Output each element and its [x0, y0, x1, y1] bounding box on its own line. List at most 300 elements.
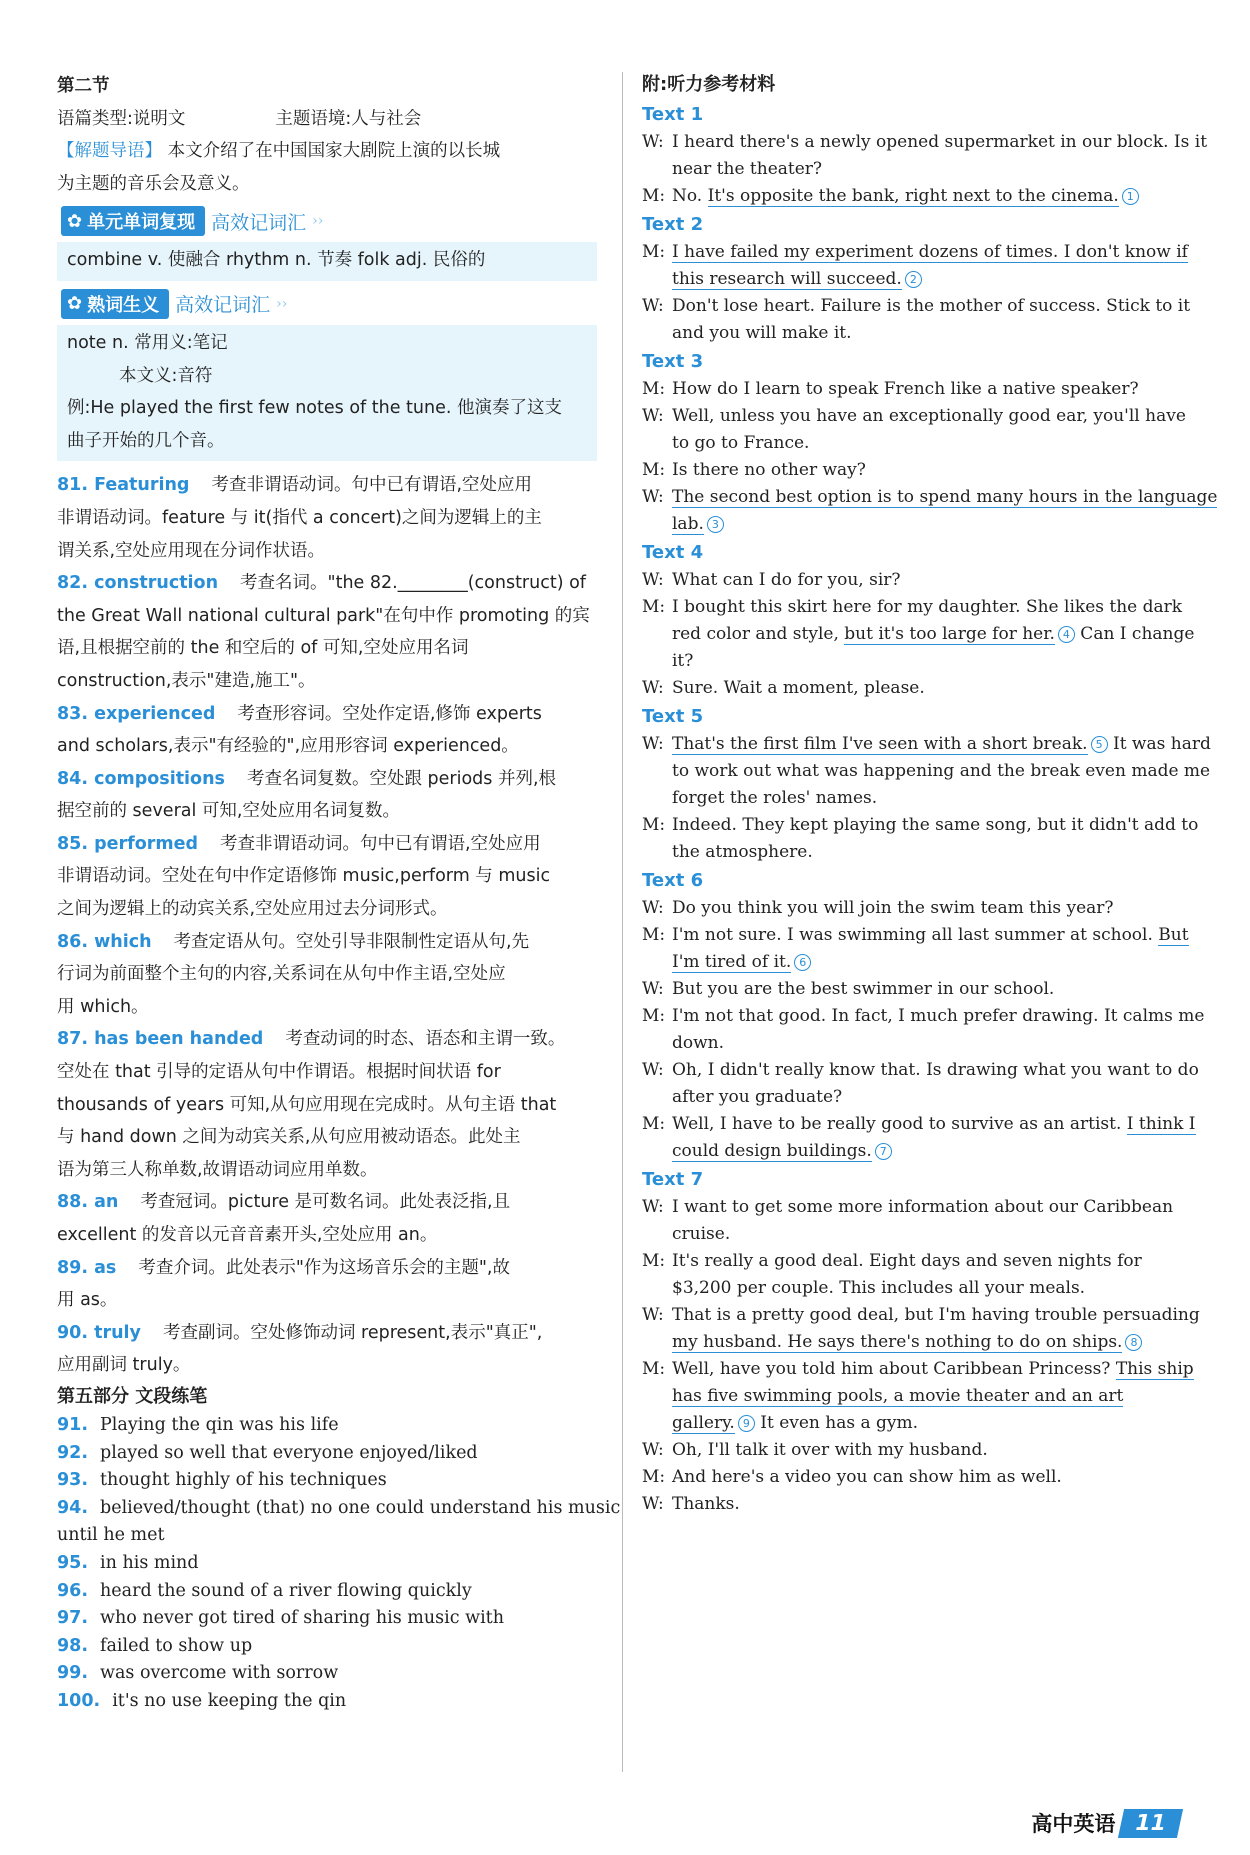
- answer-item: [57, 1186, 597, 1219]
- dialogue-line: [642, 1491, 1192, 1518]
- dialogue-plain: I'm not sure. I was swimming all last summer at school.: [672, 925, 1159, 945]
- answer-explanation-line: 与 hand down 之间为动宾关系,从句应用被动语态。此处主: [57, 1127, 521, 1148]
- key-sentence: lab.: [672, 514, 704, 534]
- question-marker: 3: [707, 516, 724, 533]
- dialogue-line: [642, 183, 1192, 210]
- dialogue-text: [672, 129, 1207, 156]
- writing-num: 99.: [57, 1663, 89, 1684]
- dialogue-text: [672, 1138, 1192, 1165]
- dialogue-line: [642, 1030, 1192, 1057]
- speaker-label: W:: [642, 1494, 664, 1514]
- dialogue-line: [642, 1302, 1200, 1329]
- question-marker: 7: [875, 1143, 892, 1160]
- dialogue-text: [672, 731, 1211, 758]
- vocab-box-2: [57, 325, 597, 461]
- dialogue-plain: Is there no other way?: [672, 460, 866, 480]
- dialogue-line: [642, 1248, 1192, 1275]
- dialogue-line: [642, 675, 1192, 702]
- key-sentence: I think I: [1126, 1114, 1196, 1134]
- question-marker: 5: [1091, 736, 1108, 753]
- dialogue-line: [642, 1464, 1192, 1491]
- speaker-label: W:: [642, 1440, 664, 1460]
- answer-explanation: 考查名词。"the 82.________(construct) of: [240, 573, 586, 594]
- speaker-label: [642, 156, 672, 183]
- dialogue-plain: It was hard: [1107, 734, 1211, 754]
- speaker-label: M:: [642, 242, 666, 262]
- writing-item: [57, 1522, 597, 1550]
- vocab-box-1: [57, 242, 597, 281]
- footer-title: 高中英语: [1031, 1812, 1116, 1836]
- key-sentence: has five swimming pools, a movie theater and an art: [672, 1386, 1124, 1406]
- answer-explanation: 考查名词复数。空处跟 periods 并列,根: [246, 768, 557, 789]
- dialogue-line: [642, 922, 1192, 949]
- writing-num: 96.: [57, 1580, 89, 1601]
- answer-explanation-line: 非谓语动词。空处在句中作定语修饰 music,perform 与 music: [57, 866, 551, 887]
- key-sentence: my husband. He says there's nothing to do on ships.: [672, 1332, 1123, 1352]
- answer-key: 83. experienced: [57, 703, 216, 724]
- answer-key: 89. as: [57, 1257, 117, 1278]
- answer-explanation-line: 行词为前面整个主句的内容,关系词在从句中作主语,空处应: [57, 964, 506, 985]
- writing-text: Playing the qin was his life: [100, 1414, 339, 1435]
- dialogue-plain: to go to France.: [672, 433, 810, 453]
- speaker-label: W:: [642, 1305, 664, 1325]
- dialogue-plain: But you are the best swimmer in our school.: [672, 979, 1055, 999]
- vocab-tag-1-label: 单元单词复现: [87, 212, 196, 234]
- key-sentence: This ship: [1115, 1359, 1194, 1379]
- dialogue-line: [642, 1111, 1196, 1138]
- answer-list: [57, 469, 597, 1382]
- dialogue-text: [672, 266, 1192, 293]
- left-column: [57, 70, 621, 1716]
- speaker-label: M:: [642, 597, 666, 617]
- dialogue-line: [642, 949, 1192, 976]
- dialogue-plain: Thanks.: [672, 1494, 740, 1514]
- dialogue-plain: Can I change: [1074, 624, 1195, 644]
- dialogue-plain: Sure. Wait a moment, please.: [672, 678, 925, 698]
- right-column: [642, 70, 1218, 1518]
- listening-texts: [642, 100, 1218, 1518]
- answer-explanation-line: thousands of years 可知,从句应用现在完成时。从句主语 that: [57, 1094, 557, 1115]
- speaker-label: M:: [642, 1251, 666, 1271]
- section-title: 第二节: [57, 76, 110, 96]
- writing-item: [57, 1578, 597, 1606]
- vocab-box-2-head: [61, 289, 597, 319]
- answer-explanation-line: 据空前的 several 可知,空处应用名词复数。: [57, 801, 400, 822]
- dialogue-line: [642, 758, 1211, 785]
- page-number: 11: [1118, 1809, 1183, 1838]
- dialogue-text: [672, 895, 1192, 922]
- dialogue-text: [672, 621, 1194, 648]
- dialogue-plain: No.: [672, 186, 708, 206]
- dialogue-plain: How do I learn to speak French like a native speaker?: [672, 379, 1139, 399]
- answer-explanation: 考查介词。此处表示"作为这场音乐会的主题",故: [138, 1257, 510, 1278]
- key-sentence: I'm tired of it.: [672, 952, 792, 972]
- answer-item: [57, 469, 597, 502]
- speaker-label: W:: [642, 570, 664, 590]
- dialogue-text: [672, 758, 1210, 785]
- dialogue-text: [672, 1194, 1192, 1221]
- dialogue-line: [642, 457, 1192, 484]
- answer-key: 85. performed: [57, 833, 199, 854]
- speaker-label: M:: [642, 186, 666, 206]
- speaker-label: M:: [642, 1114, 666, 1134]
- answer-explanation: 考查动词的时态、语态和主谓一致。: [285, 1029, 566, 1050]
- dialogue-text: [672, 293, 1192, 320]
- dialogue-plain: I heard there's a newly opened supermarket in our block. Is it: [672, 132, 1208, 152]
- writing-list: [57, 1412, 621, 1716]
- writing-item: [57, 1660, 597, 1688]
- speaker-label: [642, 1329, 672, 1356]
- writing-item: [57, 1633, 597, 1661]
- answer-explanation: 考查非谓语动词。句中已有谓语,空处应用: [211, 475, 533, 496]
- dialogue-plain: to work out what was happening and the break even made me: [672, 761, 1211, 781]
- dialogue-plain: It even has a gym.: [754, 1413, 919, 1433]
- question-marker: 9: [738, 1415, 755, 1432]
- answer-key: 86. which: [57, 931, 152, 952]
- answer-key: 81. Featuring: [57, 475, 190, 496]
- dialogue-plain: What can I do for you, sir?: [672, 570, 901, 590]
- dialogue-text: [672, 1437, 1192, 1464]
- dialogue-line: [642, 376, 1192, 403]
- answer-item: [57, 1023, 597, 1056]
- speaker-label: M:: [642, 815, 666, 835]
- dialogue-text: [672, 430, 1192, 457]
- answer-explanation-line: the Great Wall national cultural park"在句中作 promoting 的宾: [57, 605, 590, 626]
- writing-text: in his mind: [100, 1552, 199, 1573]
- writing-item: [57, 1688, 597, 1716]
- dialogue-text: [672, 511, 1192, 538]
- dialogue-plain: Oh, I'll talk it over with my husband.: [672, 1440, 988, 1460]
- dialogue-plain: cruise.: [672, 1224, 731, 1244]
- speaker-label: [642, 1084, 672, 1111]
- key-sentence: but it's too large for her.: [844, 624, 1055, 644]
- dialogue-line: [642, 403, 1192, 430]
- speaker-label: [642, 1275, 672, 1302]
- dialogue-text: [672, 839, 1192, 866]
- dialogue-text: [672, 1383, 1192, 1410]
- dialogue-text: [672, 320, 1192, 347]
- dialogue-line: [642, 1329, 1192, 1356]
- dialogue-text: [672, 1111, 1196, 1138]
- key-sentence: It's opposite the bank, right next to the cinema.: [707, 186, 1119, 206]
- text-heading: Text 2: [642, 214, 704, 235]
- writing-num: 93.: [57, 1470, 89, 1491]
- key-sentence: this research will succeed.: [672, 269, 902, 289]
- key-sentence: But: [1158, 925, 1189, 945]
- answer-item: [57, 698, 597, 731]
- dialogue-text: [672, 1030, 1192, 1057]
- speaker-label: W:: [642, 296, 664, 316]
- speaker-label: M:: [642, 460, 666, 480]
- dialogue-plain: $3,200 per couple. This includes all your meals.: [672, 1278, 1086, 1298]
- key-sentence: could design buildings.: [672, 1141, 872, 1161]
- dialogue-line: [642, 812, 1199, 839]
- answer-item: [57, 763, 597, 796]
- speaker-label: W:: [642, 487, 664, 507]
- dialogue-text: [672, 648, 1192, 675]
- dialogue-text: [672, 675, 1192, 702]
- dialogue-line: [642, 266, 1192, 293]
- dialogue-text: [672, 239, 1192, 266]
- dialogue-plain: I bought this skirt here for my daughter. She likes the dark: [672, 597, 1183, 617]
- answer-explanation-line: 语,且根据空前的 the 和空后的 of 可知,空处应用名词: [57, 638, 469, 659]
- dialogue-plain: Do you think you will join the swim team this year?: [672, 898, 1114, 918]
- dialogue-text: [672, 567, 1192, 594]
- answer-explanation-line: 用 as。: [57, 1290, 118, 1311]
- vocab-box-2-line-3: 例:He played the first few notes of the tune. 他演奏了这支: [67, 398, 562, 419]
- key-sentence: The second best option is to spend many hours in the language: [672, 487, 1218, 507]
- appendix-title: 附:听力参考材料: [642, 74, 776, 95]
- dialogue-text: [672, 484, 1217, 511]
- writing-num: 100.: [57, 1690, 101, 1711]
- question-marker: 4: [1058, 626, 1075, 643]
- question-marker: 2: [905, 271, 922, 288]
- chevron-right-icon: ››: [312, 213, 324, 230]
- speaker-label: [642, 1410, 672, 1437]
- speaker-label: [642, 785, 672, 812]
- writing-text: believed/thought (that) no one could understand his music: [100, 1497, 621, 1518]
- dialogue-plain: Well, I have to be really good to survive as an artist.: [672, 1114, 1127, 1134]
- writing-text: heard the sound of a river flowing quickly: [100, 1580, 472, 1601]
- answer-explanation-line: 语为第三人称单数,故谓语动词应用单数。: [57, 1159, 378, 1180]
- speaker-label: W:: [642, 734, 664, 754]
- dialogue-plain: Well, unless you have an exceptionally good ear, you'll have: [672, 406, 1186, 426]
- writing-num: 94.: [57, 1497, 89, 1518]
- dialogue-plain: red color and style,: [672, 624, 845, 644]
- answer-item: [57, 926, 597, 959]
- speaker-label: [642, 1383, 672, 1410]
- writing-num: 95.: [57, 1552, 89, 1573]
- speaker-label: [642, 758, 672, 785]
- text-heading: Text 1: [642, 104, 704, 125]
- dialogue-line: [642, 1138, 1192, 1165]
- answer-key: 88. an: [57, 1192, 119, 1213]
- vocab-sub-1: 高效记词汇: [211, 211, 307, 234]
- badge-icon: ✿: [67, 293, 83, 315]
- writing-item: [57, 1550, 597, 1578]
- speaker-label: [642, 1138, 672, 1165]
- text-heading: Text 6: [642, 870, 704, 891]
- dialogue-plain: Well, have you told him about Caribbean Princess?: [672, 1359, 1116, 1379]
- vocab-box-1-head: [61, 206, 597, 236]
- answer-explanation: 考查副词。空处修饰动词 represent,表示"真正",: [162, 1322, 543, 1343]
- dialogue-line: [642, 594, 1192, 621]
- dialogue-line: [642, 648, 1192, 675]
- dialogue-text: [672, 403, 1192, 430]
- speaker-label: W:: [642, 678, 664, 698]
- speaker-label: [642, 1221, 672, 1248]
- dialogue-line: [642, 1275, 1192, 1302]
- dialogue-plain: That is a pretty good deal, but I'm having trouble persuading: [672, 1305, 1200, 1325]
- genre-label: 语篇类型:说明文: [57, 108, 186, 129]
- chevron-right-icon: ››: [276, 295, 288, 312]
- badge-icon: ✿: [67, 210, 83, 232]
- dialogue-plain: Indeed. They kept playing the same song, but it didn't add to: [672, 815, 1199, 835]
- dialogue-line: [642, 484, 1218, 511]
- writing-text: failed to show up: [100, 1635, 253, 1656]
- text-heading: Text 3: [642, 351, 704, 372]
- speaker-label: W:: [642, 898, 664, 918]
- dialogue-line: [642, 129, 1208, 156]
- dialogue-line: [642, 1383, 1192, 1410]
- answer-key: 90. truly: [57, 1322, 141, 1343]
- dialogue-plain: Don't lose heart. Failure is the mother of success. Stick to it: [672, 296, 1191, 316]
- dialogue-plain: Oh, I didn't really know that. Is drawing what you want to do: [672, 1060, 1199, 1080]
- answer-key: 84. compositions: [57, 768, 225, 789]
- speaker-label: M:: [642, 1467, 666, 1487]
- vocab-box-1-line: combine v. 使融合 rhythm n. 节奏 folk adj. 民俗的: [67, 250, 486, 271]
- answer-explanation: 考查形容词。空处作定语,修饰 experts: [237, 703, 542, 724]
- dialogue-text: [672, 376, 1192, 403]
- writing-item: [57, 1467, 597, 1495]
- dialogue-text: [672, 1464, 1192, 1491]
- dialogue-text: [672, 1248, 1192, 1275]
- dialogue-plain: I'm not that good. In fact, I much prefer drawing. It calms me: [672, 1006, 1205, 1026]
- dialogue-text: [672, 922, 1192, 949]
- speaker-label: [642, 266, 672, 293]
- guide-text-2: 为主题的音乐会及意义。: [57, 173, 250, 194]
- vocab-tag-2: [61, 289, 169, 319]
- dialogue-plain: the atmosphere.: [672, 842, 813, 862]
- dialogue-text: [672, 812, 1198, 839]
- dialogue-text: [672, 1356, 1194, 1383]
- dialogue-line: [642, 293, 1192, 320]
- question-marker: 1: [1122, 188, 1139, 205]
- speaker-label: M:: [642, 1359, 666, 1379]
- dialogue-text: [672, 1329, 1192, 1356]
- speaker-label: W:: [642, 979, 664, 999]
- meta-row: [57, 103, 597, 136]
- vocab-box-2-line-2: 本文义:音符: [119, 365, 213, 386]
- writing-item: [57, 1495, 621, 1523]
- page-footer: [1031, 1808, 1180, 1838]
- dialogue-line: [642, 839, 1192, 866]
- speaker-label: W:: [642, 132, 664, 152]
- guide-text-1: 本文介绍了在中国国家大剧院上演的以长城: [167, 141, 501, 162]
- dialogue-text: [672, 183, 1192, 210]
- writing-num: 92.: [57, 1442, 89, 1463]
- dialogue-line: [642, 320, 1192, 347]
- dialogue-line: [642, 511, 1192, 538]
- answer-item: [57, 828, 597, 861]
- speaker-label: [642, 839, 672, 866]
- writing-text: who never got tired of sharing his music with: [100, 1608, 504, 1629]
- writing-text: was overcome with sorrow: [100, 1663, 339, 1684]
- dialogue-line: [642, 1410, 1192, 1437]
- guide-line: [57, 135, 597, 168]
- dialogue-text: [672, 1410, 1192, 1437]
- answer-explanation-line: 用 which。: [57, 996, 149, 1017]
- dialogue-text: [672, 1084, 1192, 1111]
- answer-explanation: 考查定语从句。空处引导非限制性定语从句,先: [173, 931, 530, 952]
- dialogue-line: [642, 1003, 1205, 1030]
- text-heading: Text 7: [642, 1169, 704, 1190]
- dialogue-text: [672, 1275, 1192, 1302]
- speaker-label: M:: [642, 925, 666, 945]
- writing-text: played so well that everyone enjoyed/liked: [100, 1442, 478, 1463]
- speaker-label: [642, 621, 672, 648]
- speaker-label: W:: [642, 1197, 664, 1217]
- dialogue-text: [672, 457, 1192, 484]
- dialogue-plain: And here's a video you can show him as well.: [672, 1467, 1062, 1487]
- dialogue-line: [642, 1221, 1192, 1248]
- dialogue-line: [642, 156, 1192, 183]
- answer-explanation: 考查非谓语动词。句中已有谓语,空处应用: [220, 833, 541, 854]
- speaker-label: M:: [642, 1006, 666, 1026]
- writing-num: 91.: [57, 1414, 89, 1435]
- dialogue-line: [642, 621, 1195, 648]
- answer-explanation-line: and scholars,表示"有经验的",应用形容词 experienced。: [57, 736, 519, 757]
- answer-explanation-line: 非谓语动词。feature 与 it(指代 a concert)之间为逻辑上的主: [57, 507, 542, 528]
- dialogue-text: [672, 949, 1192, 976]
- dialogue-line: [642, 1437, 1192, 1464]
- vocab-sub-2: 高效记词汇: [175, 294, 271, 317]
- key-sentence: That's the first film I've seen with a short break.: [672, 734, 1088, 754]
- dialogue-line: [642, 1194, 1192, 1221]
- dialogue-plain: forget the roles' names.: [672, 788, 878, 808]
- dialogue-plain: It's really a good deal. Eight days and seven nights for: [672, 1251, 1142, 1271]
- answer-item: [57, 1317, 597, 1350]
- vocab-tag-1: [61, 206, 205, 236]
- answer-explanation-line: 应用副词 truly。: [57, 1355, 191, 1376]
- dialogue-line: [642, 976, 1192, 1003]
- vocab-tag-2-label: 熟词生义: [87, 294, 160, 316]
- answer-item: [57, 1252, 597, 1285]
- dialogue-plain: near the theater?: [672, 159, 823, 179]
- key-sentence: I have failed my experiment dozens of times. I don't know if: [672, 242, 1188, 262]
- speaker-label: [642, 511, 672, 538]
- question-marker: 6: [794, 954, 811, 971]
- answer-explanation-line: 谓关系,空处应用现在分词作状语。: [57, 540, 326, 561]
- writing-item: [57, 1440, 597, 1468]
- dialogue-text: [672, 156, 1192, 183]
- text-heading: Text 4: [642, 542, 704, 563]
- dialogue-line: [642, 731, 1211, 758]
- dialogue-plain: after you graduate?: [672, 1087, 843, 1107]
- writing-num: 98.: [57, 1635, 89, 1656]
- speaker-label: [642, 430, 672, 457]
- dialogue-text: [672, 1302, 1200, 1329]
- speaker-label: W:: [642, 1060, 664, 1080]
- dialogue-line: [642, 567, 1192, 594]
- answer-explanation-line: 之间为逻辑上的动宾关系,空处应用过去分词形式。: [57, 899, 448, 920]
- answer-key: 87. has been handed: [57, 1029, 264, 1050]
- dialogue-text: [672, 594, 1192, 621]
- speaker-label: M:: [642, 379, 666, 399]
- dialogue-plain: I want to get some more information about our Caribbean: [672, 1197, 1174, 1217]
- part5-title: 第五部分 文段练笔: [57, 1385, 208, 1407]
- guide-label: 【解题导语】: [57, 141, 162, 162]
- dialogue-text: [672, 1221, 1192, 1248]
- dialogue-plain: it?: [672, 651, 694, 671]
- speaker-label: W:: [642, 406, 664, 426]
- theme-label: 主题语境:人与社会: [275, 108, 422, 129]
- dialogue-text: [672, 1003, 1204, 1030]
- writing-text: it's no use keeping the qin: [112, 1690, 347, 1711]
- dialogue-line: [642, 239, 1192, 266]
- writing-text: until he met: [57, 1525, 165, 1546]
- key-sentence: gallery.: [672, 1413, 735, 1433]
- answer-key: 82. construction: [57, 573, 219, 594]
- answer-explanation-line: 空处在 that 引导的定语从句中作谓语。根据时间状语 for: [57, 1062, 501, 1083]
- column-divider: [622, 72, 623, 1772]
- writing-text: thought highly of his techniques: [100, 1470, 387, 1491]
- dialogue-text: [672, 976, 1192, 1003]
- dialogue-line: [642, 785, 1192, 812]
- answer-explanation-line: excellent 的发音以元音音素开头,空处应用 an。: [57, 1225, 438, 1245]
- speaker-label: [642, 320, 672, 347]
- dialogue-text: [672, 1057, 1199, 1084]
